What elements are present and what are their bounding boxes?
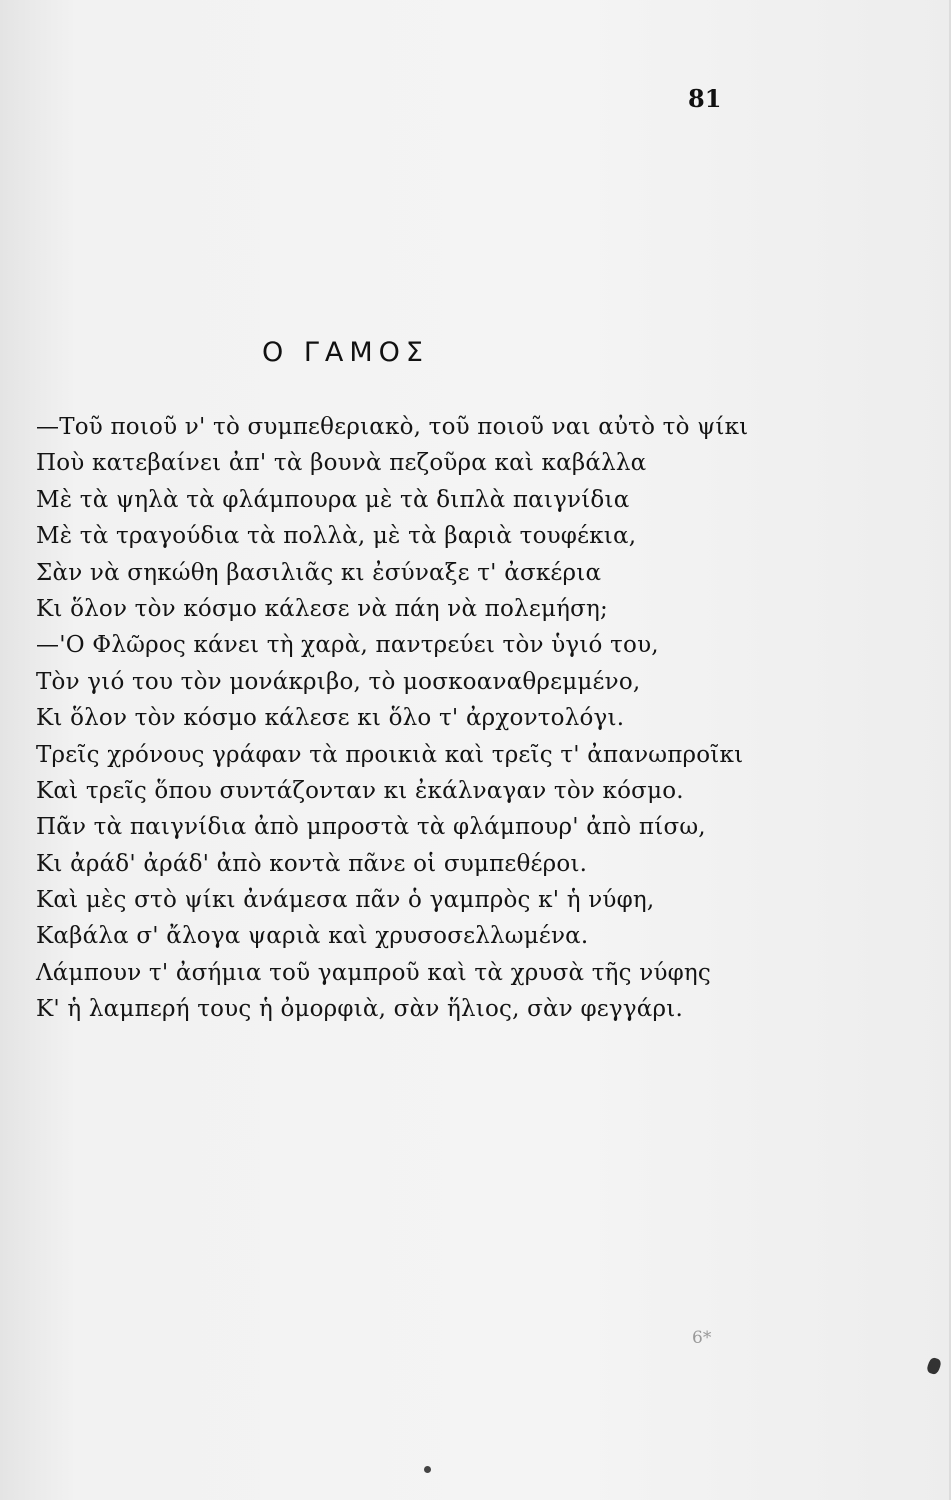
- poem-line: Ποὺ κατεβαίνει ἀπ' τὰ βουνὰ πεζοῦρα καὶ καβάλλα: [36, 450, 647, 477]
- poem-line: Κ' ἡ λαμπερή τους ἡ ὀμορφιὰ, σὰν ἥλιος, σὰν φεγγάρι.: [36, 996, 683, 1023]
- page-number: 81: [688, 84, 722, 113]
- poem-line: Μὲ τὰ ψηλὰ τὰ φλάμπουρα μὲ τὰ διπλὰ παιγνίδια: [36, 486, 630, 513]
- poem-line: Καὶ μὲς στὸ ψίκι ἀνάμεσα πᾶν ὁ γαμπρὸς κ' ἡ νύφη,: [36, 887, 655, 914]
- signature-mark: 6*: [692, 1328, 712, 1348]
- scan-speck: [926, 1356, 943, 1375]
- poem-line: Καὶ τρεῖς ὅπου συντάζονταν κι ἐκάλναγαν τὸν κόσμο.: [36, 777, 684, 804]
- poem-title: Ο ΓΑΜΟΣ: [262, 337, 429, 368]
- poem-line: Λάμπουν τ' ἀσήμια τοῦ γαμπροῦ καὶ τὰ χρυσὰ τῆς νύφης: [36, 959, 711, 986]
- poem-line: Καβάλα σ' ἄλογα ψαριὰ καὶ χρυσοσελλωμένα.: [36, 923, 589, 950]
- poem-line: —Τοῦ ποιοῦ ν' τὸ συμπεθεριακὸ, τοῦ ποιοῦ ναι αὐτὸ τὸ ψίκι: [36, 414, 749, 440]
- scan-speck: [424, 1466, 431, 1473]
- poem-line: Μὲ τὰ τραγούδια τὰ πολλὰ, μὲ τὰ βαριὰ τουφέκια,: [36, 523, 637, 550]
- poem-line: Κι ὅλον τὸν κόσμο κάλεσε κι ὅλο τ' ἀρχοντολόγι.: [36, 705, 625, 732]
- poem-line: Κι ὅλον τὸν κόσμο κάλεσε νὰ πάη νὰ πολεμήση;: [36, 595, 608, 622]
- poem-line: Κι ἀράδ' ἀράδ' ἀπὸ κοντὰ πᾶνε οἱ συμπεθέροι.: [36, 850, 588, 877]
- poem-body: [36, 409, 796, 1028]
- poem-line: Πᾶν τὰ παιγνίδια ἀπὸ μπροστὰ τὰ φλάμπουρ' ἀπὸ πίσω,: [36, 814, 706, 841]
- poem-line: —'Ο Φλῶρος κάνει τὴ χαρὰ, παντρεύει τὸν ὑγιό του,: [36, 632, 659, 659]
- poem-line: Τρεῖς χρόνους γράφαν τὰ προικιὰ καὶ τρεῖς τ' ἀπανωπροῖκι: [36, 741, 744, 768]
- poem-line: Τὸν γιό του τὸν μονάκριβο, τὸ μοσκοαναθρεμμένο,: [36, 668, 641, 695]
- poem-line: Σὰν νὰ σηκώθη βασιλιᾶς κι ἐσύναξε τ' ἀσκέρια: [36, 559, 602, 586]
